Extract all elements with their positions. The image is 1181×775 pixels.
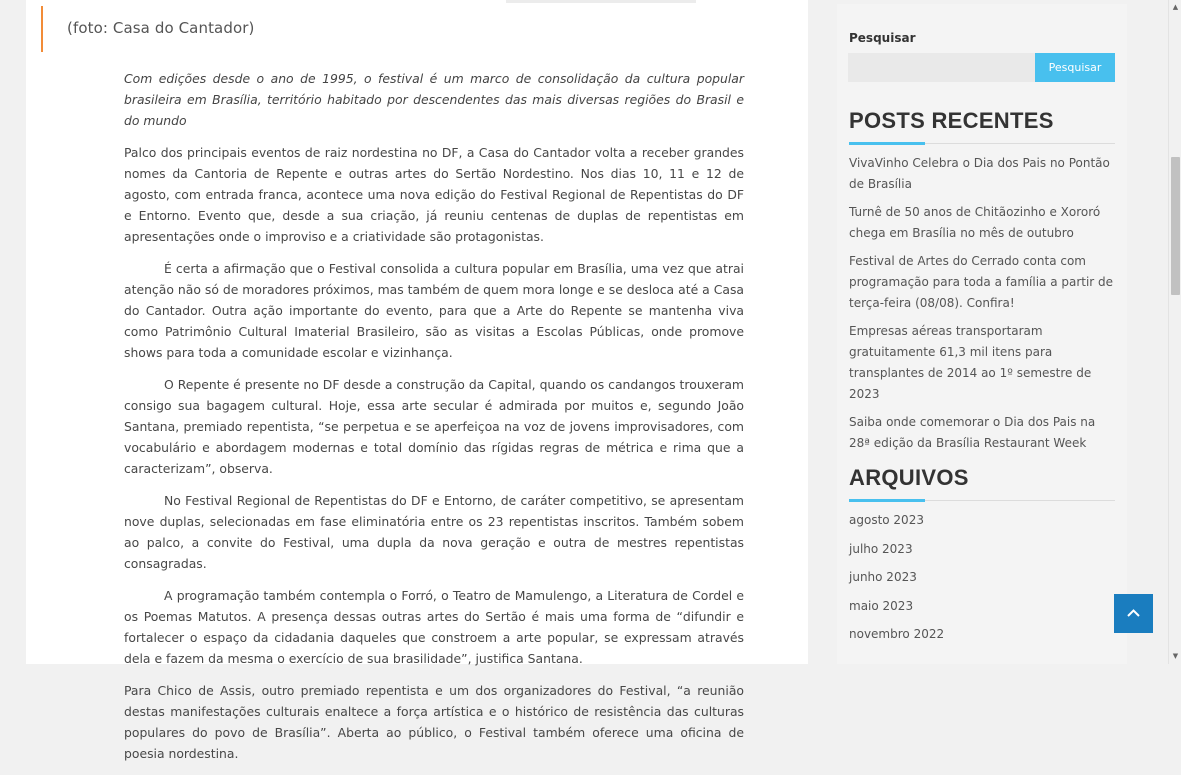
article-card [26, 0, 808, 761]
scroll-down-arrow-icon[interactable]: ▼ [1172, 652, 1179, 660]
article-paragraph: Para Chico de Assis, outro premiado repentista e um dos organizadores do Festival, “a reunião destas manifestações culturais enaltece a força artística e o histórico de resistência das culturas populares do povo de Brasília”. Aberta ao público, o Festival também oferece uma oficina de poesia nordestina. [124, 683, 744, 761]
vertical-scrollbar[interactable] [1168, 0, 1181, 664]
photo-caption: (foto: Casa do Cantador) [67, 19, 255, 37]
recent-post-link[interactable]: Festival de Artes do Cerrado conta com programação para toda a família a partir de terça-feira (08/08). Confira! [849, 254, 1114, 310]
article-paragraph: O Repente é presente no DF desde a construção da Capital, quando os candangos trouxeram consigo sua bagagem cultural. Hoje, essa arte secular é admirada por muitos e, segundo João Santana, premiado repentista, “se perpetua e se aperfeiçoa na voz de jovens improvisadores, com vocabulário e abordagem modernas e total domínio das rígidas regras de métrica e rima que a caracterizam”, observa. [124, 377, 744, 476]
archive-link[interactable]: maio 2023 [849, 598, 914, 613]
search-input[interactable] [848, 53, 1035, 82]
recent-posts-divider [849, 143, 1115, 144]
recent-posts-list [849, 153, 1115, 461]
archive-link[interactable]: julho 2023 [849, 541, 913, 556]
scroll-up-arrow-icon[interactable]: ▲ [1172, 3, 1179, 11]
article-paragraph: Palco dos principais eventos de raiz nordestina no DF, a Casa do Cantador volta a receber grandes nomes da Cantoria de Repente e outras artes do Sertão Nordestino. Nos dias 10, 11 e 12 de agosto, com entrada franca, acontece uma nova edição do Festival Regional de Repentistas do DF e Entorno. Evento que, desde a sua criação, já reuniu centenas de duplas de repentistas em apresentações onde o improviso e a criatividade são protagonistas. [124, 145, 744, 244]
search-label: Pesquisar [849, 31, 916, 45]
article-body [124, 68, 744, 775]
scrollbar-thumb[interactable] [1171, 157, 1180, 295]
sidebar [837, 4, 1127, 664]
back-to-top-button[interactable] [1114, 594, 1153, 633]
search-button[interactable]: Pesquisar [1035, 53, 1115, 82]
article-paragraph: No Festival Regional de Repentistas do DF e Entorno, de caráter competitivo, se apresentam nove duplas, selecionadas em fase eliminatória entre os 23 repentistas inscritos. Também sobem ao palco, a convite do Festival, uma dupla da nova geração e outra de mestres repentistas consagradas. [124, 493, 744, 571]
archives-list [849, 510, 1115, 653]
archive-link[interactable]: novembro 2022 [849, 627, 945, 641]
recent-post-link[interactable]: VivaVinho Celebra o Dia dos Pais no Pontão de Brasília [849, 156, 1110, 191]
chevron-up-icon [1126, 607, 1141, 619]
article-paragraph: É certa a afirmação que o Festival consolida a cultura popular em Brasília, uma vez que atrai atenção não só de moradores próximos, mas também de quem mora longe e se desloca até a Casa do Cantador. Outra ação importante do evento, para que a Arte do Repente se mantenha viva como Patrimônio Cultural Imaterial Brasileiro, são as visitas a Escolas Públicas, onde promove shows para toda a comunidade escolar e vizinhança. [124, 261, 744, 360]
article-paragraph: A programação também contempla o Forró, o Teatro de Mamulengo, a Literatura de Cordel e os Poemas Matutos. A presença dessas outras artes do Sertão é mais uma forma de “difundir e fortalecer o espaço da cidadania daqueles que constroem a arte popular, se expressam através dela e fazem da mesma o exercício de sua brasilidade”, justifica Santana. [124, 588, 744, 666]
archives-divider [849, 500, 1115, 501]
image-bottom-edge [506, 0, 696, 3]
archive-link[interactable]: junho 2023 [849, 570, 917, 584]
archives-title: ARQUIVOS [849, 465, 969, 490]
archive-link[interactable]: agosto 2023 [849, 513, 924, 527]
photo-caption-block [41, 6, 254, 52]
recent-posts-title: POSTS RECENTES [849, 108, 1054, 133]
recent-post-link[interactable]: Empresas aéreas transportaram gratuitamente 61,3 mil itens para transplantes de 2014 ao 1º semestre de 2023 [849, 324, 1092, 401]
article-lead: Com edições desde o ano de 1995, o festival é um marco de consolidação da cultura popular brasileira em Brasília, território habitado por descendentes das mais diversas regiões do Brasil e do mundo [124, 71, 744, 128]
recent-post-link[interactable]: Saiba onde comemorar o Dia dos Pais na 28ª edição da Brasília Restaurant Week [849, 415, 1096, 450]
recent-post-link[interactable]: Turnê de 50 anos de Chitãozinho e Xororó chega em Brasília no mês de outubro [849, 205, 1101, 240]
